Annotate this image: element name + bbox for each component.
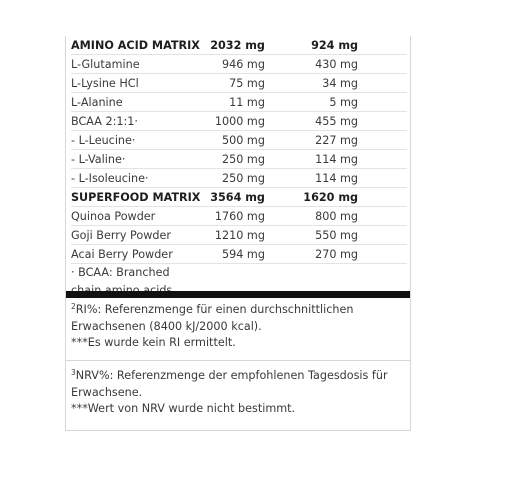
footnote-nrv-extra: ***Wert von NRV wurde nicht bestimmt.	[71, 402, 296, 415]
ingredient-name: L-Lysine HCl	[71, 74, 210, 93]
ingredient-name: Quinoa Powder	[71, 207, 210, 226]
bottom-border	[66, 430, 410, 431]
table-row	[71, 55, 407, 74]
footnote-nrv	[71, 368, 391, 418]
table-row	[71, 245, 407, 264]
amount-per-serving: 500 mg	[210, 131, 265, 150]
table-row	[71, 169, 407, 188]
footnote-ri	[71, 302, 391, 352]
amount-per-serving: 11 mg	[210, 93, 265, 112]
amount-per-100g: 34 mg	[265, 74, 407, 93]
ingredient-name: - L-Leucine·	[71, 131, 210, 150]
ingredient-name: Acai Berry Powder	[71, 245, 210, 264]
footnote-nrv-text	[71, 368, 391, 401]
amount-per-100g: 800 mg	[265, 207, 407, 226]
amount-per-100g: 114 mg	[265, 169, 407, 188]
footnote-ri-body: RI%: Referenzmenge für einen durchschnittlichen Erwachsenen (8400 kJ/2000 kcal).	[71, 303, 354, 333]
ingredient-table	[71, 36, 407, 300]
ingredient-rows	[71, 36, 407, 264]
footnote-separator	[66, 360, 410, 361]
nutrition-panel	[65, 36, 411, 431]
footnote-ri-text	[71, 302, 391, 335]
amount-per-100g: 114 mg	[265, 150, 407, 169]
amount-per-serving: 250 mg	[210, 150, 265, 169]
ingredient-name: BCAA 2:1:1·	[71, 112, 210, 131]
table-row	[71, 93, 407, 112]
amount-per-100g: 455 mg	[265, 112, 407, 131]
amount-per-100g: 924 mg	[265, 36, 407, 55]
ingredient-name: SUPERFOOD MATRIX	[71, 188, 210, 207]
amount-per-serving: 250 mg	[210, 169, 265, 188]
amount-per-serving: 1760 mg	[210, 207, 265, 226]
amount-per-serving: 594 mg	[210, 245, 265, 264]
amount-per-serving: 1210 mg	[210, 226, 265, 245]
table-row	[71, 226, 407, 245]
amount-per-100g: 430 mg	[265, 55, 407, 74]
amount-per-100g: 270 mg	[265, 245, 407, 264]
amount-per-100g: 227 mg	[265, 131, 407, 150]
table-row	[71, 188, 407, 207]
amount-per-serving: 75 mg	[210, 74, 265, 93]
footnote-ri-marker: 2	[71, 302, 76, 311]
ingredient-name: - L-Isoleucine·	[71, 169, 210, 188]
amount-per-100g: 550 mg	[265, 226, 407, 245]
ingredient-name: L-Alanine	[71, 93, 210, 112]
ingredient-name: L-Glutamine	[71, 55, 210, 74]
ingredient-name: Goji Berry Powder	[71, 226, 210, 245]
thick-divider	[66, 291, 410, 298]
amount-per-100g: 1620 mg	[265, 188, 407, 207]
ingredient-name: - L-Valine·	[71, 150, 210, 169]
amount-per-serving: 946 mg	[210, 55, 265, 74]
amount-per-serving: 1000 mg	[210, 112, 265, 131]
ingredient-name: AMINO ACID MATRIX	[71, 36, 210, 55]
table-row	[71, 112, 407, 131]
table-row	[71, 36, 407, 55]
amount-per-serving: 3564 mg	[210, 188, 265, 207]
table-row	[71, 150, 407, 169]
footnote-nrv-body: NRV%: Referenzmenge der empfohlenen Tagesdosis für Erwachsene.	[71, 369, 388, 399]
amount-per-100g: 5 mg	[265, 93, 407, 112]
footnote-nrv-marker: 3	[71, 368, 76, 377]
table-row	[71, 207, 407, 226]
bcaa-note-line1: · BCAA: Branched	[71, 266, 170, 279]
table-row	[71, 131, 407, 150]
amount-per-serving: 2032 mg	[210, 36, 265, 55]
table-row	[71, 74, 407, 93]
footnote-ri-extra: ***Es wurde kein RI ermittelt.	[71, 336, 236, 349]
